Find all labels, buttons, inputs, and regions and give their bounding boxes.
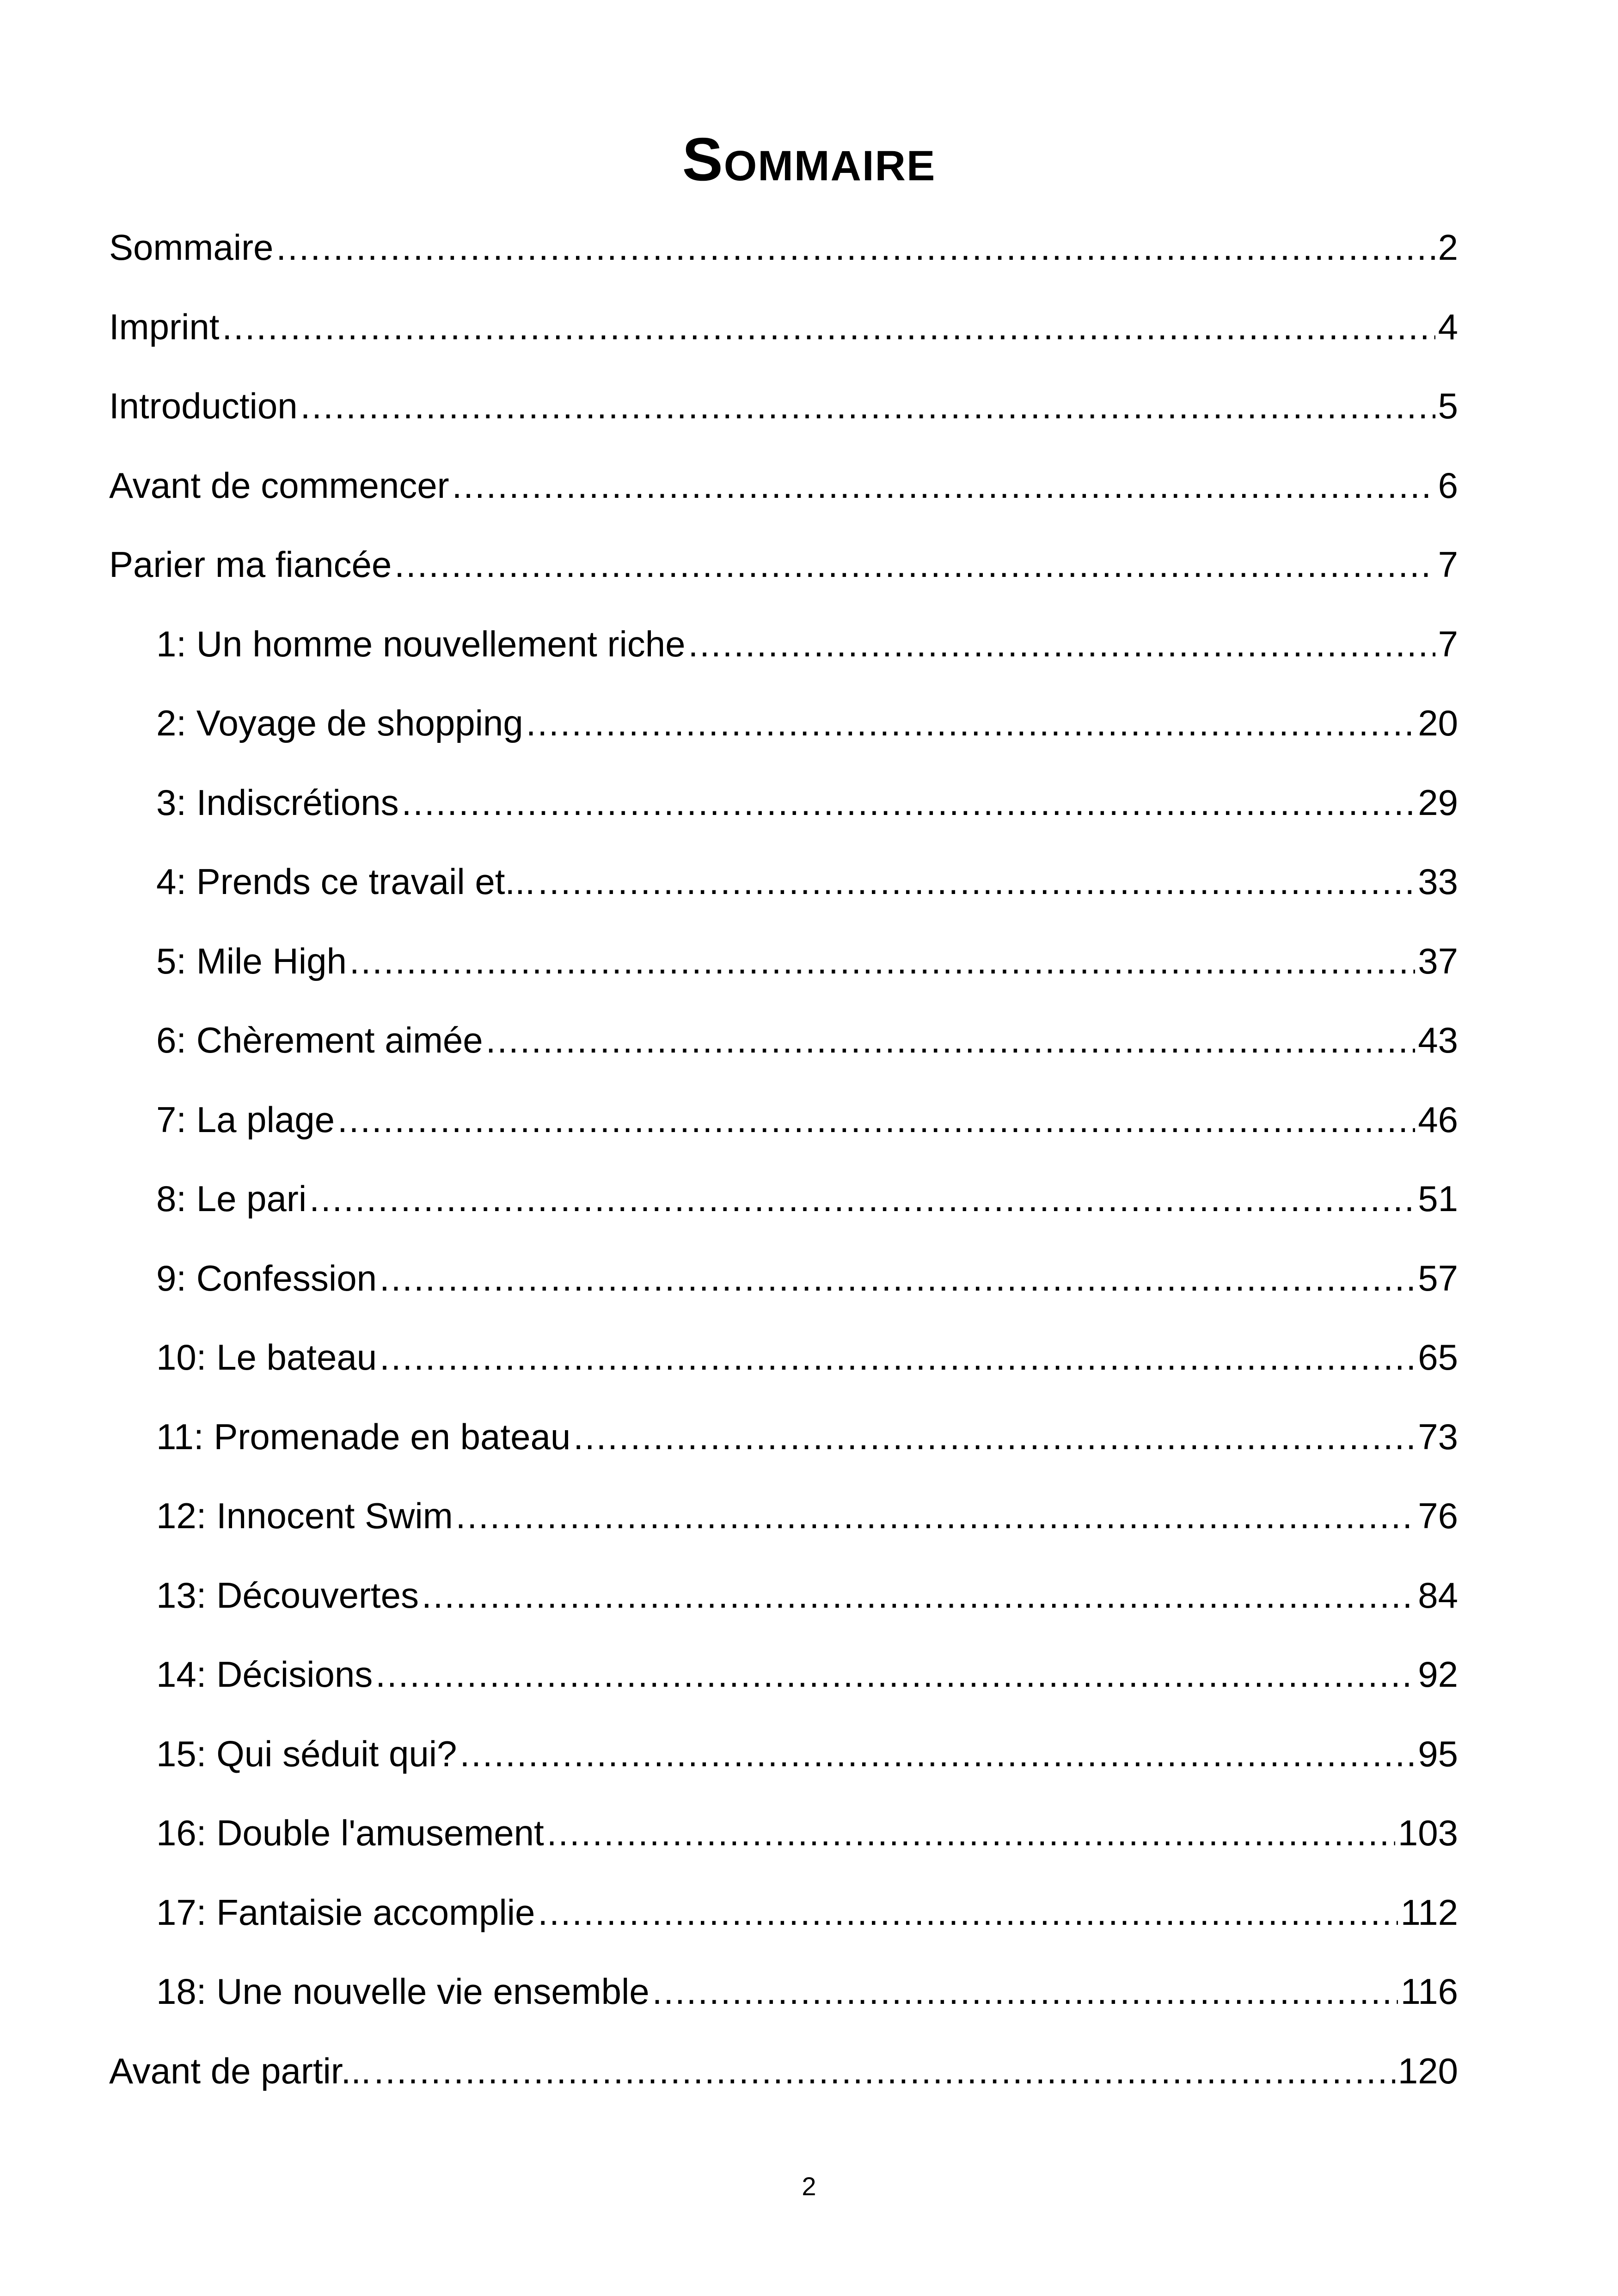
toc-dot-leader — [222, 288, 1435, 367]
toc-dot-leader — [538, 842, 1415, 922]
toc-entry-page-number: 7 — [1438, 544, 1458, 585]
toc-section-entry[interactable] — [109, 446, 1458, 526]
toc-entry-label: 17: Fantaisie accomplie — [156, 1892, 535, 1933]
toc-entry-page-number: 6 — [1438, 465, 1458, 506]
toc-section-entry[interactable] — [109, 525, 1458, 605]
toc-entry-label: Parier ma fiancée — [109, 544, 392, 585]
toc-entry-page-number: 2 — [1438, 227, 1458, 268]
toc-chapter-entry[interactable] — [109, 763, 1458, 843]
toc-entry-page-number: 116 — [1400, 1971, 1458, 2012]
toc-entry-page-number: 5 — [1438, 386, 1458, 426]
toc-entry-label: Avant de commencer — [109, 465, 449, 506]
toc-entry-page-number: 73 — [1418, 1416, 1458, 1457]
toc-chapter-entry[interactable] — [109, 1556, 1458, 1635]
toc-dot-leader — [276, 208, 1435, 288]
toc-dot-leader — [486, 1001, 1416, 1080]
toc-chapter-entry[interactable] — [109, 842, 1458, 922]
toc-entry-page-number: 57 — [1418, 1257, 1458, 1298]
toc-entry-label: 6: Chèrement aimée — [156, 1020, 483, 1060]
toc-entry-label: 18: Une nouvelle vie ensemble — [156, 1971, 650, 2012]
toc-chapter-entry[interactable] — [109, 1952, 1458, 2032]
toc-entry-label: 9: Confession — [156, 1257, 377, 1298]
toc-chapter-entry[interactable] — [109, 1635, 1458, 1714]
toc-entry-page-number: 7 — [1438, 623, 1458, 664]
toc-dot-leader — [402, 763, 1416, 843]
toc-dot-leader — [547, 1794, 1395, 1873]
toc-entry-page-number: 46 — [1418, 1099, 1458, 1140]
toc-entry-page-number: 37 — [1418, 940, 1458, 981]
toc-entry-label: 8: Le pari — [156, 1178, 307, 1219]
toc-chapter-entry[interactable] — [109, 1159, 1458, 1239]
toc-entry-page-number: 103 — [1397, 1812, 1458, 1853]
toc-entry-label: 5: Mile High — [156, 940, 347, 981]
toc-chapter-entry[interactable] — [109, 1476, 1458, 1556]
toc-entry-page-number: 76 — [1418, 1495, 1458, 1536]
toc-chapter-entry[interactable] — [109, 1318, 1458, 1397]
toc-entry-page-number: 43 — [1418, 1020, 1458, 1060]
page-number: 2 — [802, 2172, 816, 2201]
toc-dot-leader — [452, 446, 1435, 526]
toc-entry-label: 4: Prends ce travail et... — [156, 861, 535, 902]
toc-dot-leader — [349, 922, 1415, 1001]
toc-dot-leader — [374, 2032, 1395, 2111]
toc-entry-label: Avant de partir... — [109, 2050, 371, 2091]
toc-entry-page-number: 20 — [1418, 703, 1458, 743]
page-title: Sommaire — [682, 125, 936, 193]
toc-dot-leader — [526, 684, 1416, 763]
toc-entry-page-number: 51 — [1418, 1178, 1458, 1219]
toc-entry-label: 10: Le bateau — [156, 1337, 377, 1378]
toc-entry-page-number: 95 — [1418, 1733, 1458, 1774]
toc-entry-page-number: 4 — [1438, 306, 1458, 347]
toc-entry-label: 2: Voyage de shopping — [156, 703, 523, 743]
toc-chapter-entry[interactable] — [109, 605, 1458, 684]
toc-dot-leader — [688, 605, 1435, 684]
toc-entry-label: Sommaire — [109, 227, 274, 268]
toc-section-entry[interactable] — [109, 367, 1458, 446]
toc-chapter-entry[interactable] — [109, 1001, 1458, 1080]
toc-dot-leader — [460, 1714, 1415, 1794]
toc-dot-leader — [337, 1080, 1415, 1160]
toc-dot-leader — [375, 1635, 1415, 1714]
toc-entry-label: 7: La plage — [156, 1099, 335, 1140]
toc-entry-page-number: 112 — [1400, 1892, 1458, 1933]
toc-dot-leader — [300, 367, 1435, 446]
toc-entry-label: 3: Indiscrétions — [156, 782, 399, 823]
toc-entry-label: 11: Promenade en bateau — [156, 1416, 571, 1457]
toc-dot-leader — [456, 1476, 1416, 1556]
toc-dot-leader — [309, 1159, 1415, 1239]
toc-dot-leader — [652, 1952, 1398, 2032]
toc-section-entry[interactable] — [109, 208, 1458, 288]
toc-entry-label: 12: Innocent Swim — [156, 1495, 453, 1536]
toc-section-entry[interactable] — [109, 2032, 1458, 2111]
toc-entry-label: 14: Décisions — [156, 1654, 373, 1695]
toc-dot-leader — [573, 1397, 1415, 1477]
toc-dot-leader — [394, 525, 1435, 605]
toc-chapter-entry[interactable] — [109, 684, 1458, 763]
toc-chapter-entry[interactable] — [109, 1794, 1458, 1873]
toc-entry-page-number: 29 — [1418, 782, 1458, 823]
toc-chapter-entry[interactable] — [109, 922, 1458, 1001]
toc-entry-label: Introduction — [109, 386, 298, 426]
toc-entry-page-number: 120 — [1397, 2050, 1458, 2091]
toc-entry-label: Imprint — [109, 306, 220, 347]
toc-entry-page-number: 84 — [1418, 1574, 1458, 1616]
toc-entry-label: 16: Double l'amusement — [156, 1812, 544, 1853]
toc-chapter-entry[interactable] — [109, 1873, 1458, 1953]
toc-entry-page-number: 33 — [1418, 861, 1458, 902]
toc-entry-page-number: 92 — [1418, 1654, 1458, 1695]
toc-section-entry[interactable] — [109, 288, 1458, 367]
toc-entry-label: 1: Un homme nouvellement riche — [156, 623, 686, 664]
toc-chapter-entry[interactable] — [109, 1080, 1458, 1160]
toc-chapter-entry[interactable] — [109, 1714, 1458, 1794]
toc-dot-leader — [422, 1556, 1415, 1635]
toc-dot-leader — [380, 1239, 1415, 1318]
toc-chapter-entry[interactable] — [109, 1397, 1458, 1477]
toc-dot-leader — [538, 1873, 1397, 1953]
toc-entry-page-number: 65 — [1418, 1337, 1458, 1378]
table-of-contents — [109, 208, 1458, 2111]
toc-entry-label: 15: Qui séduit qui? — [156, 1733, 457, 1774]
toc-dot-leader — [380, 1318, 1415, 1397]
toc-chapter-entry[interactable] — [109, 1239, 1458, 1318]
toc-entry-label: 13: Découvertes — [156, 1574, 419, 1616]
